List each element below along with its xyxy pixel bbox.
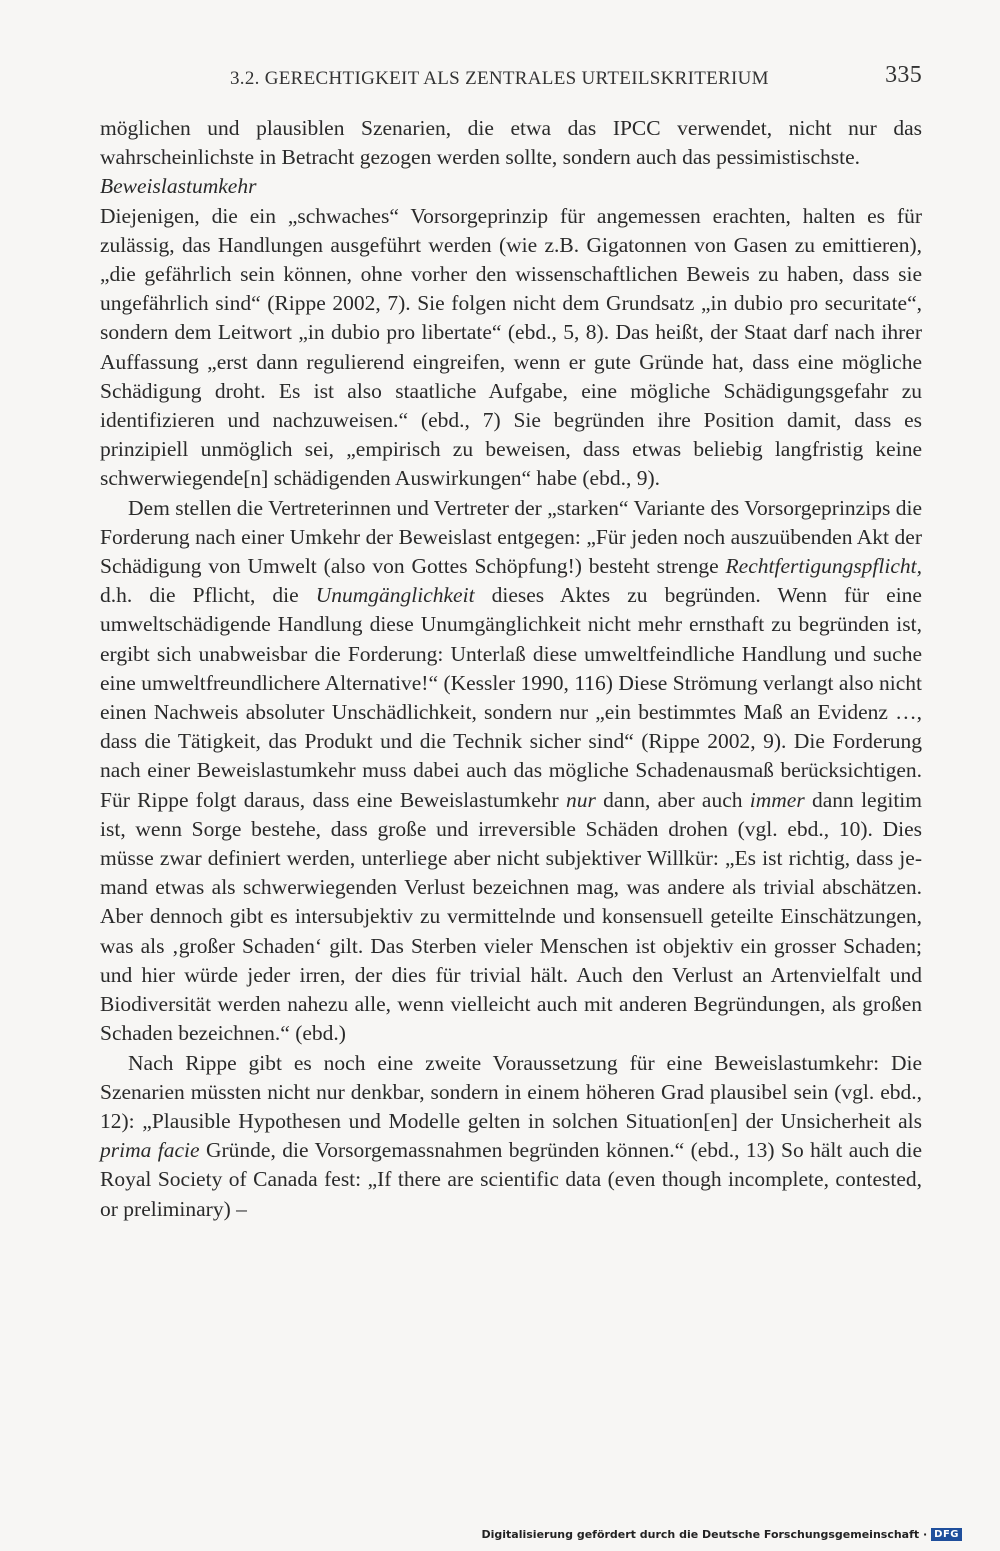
emphasis: Rechtfertigungspflicht, [725,554,922,579]
text-run: d.h. die Pflicht, die [100,583,316,608]
emphasis: prima facie [100,1138,200,1163]
emphasis: Unumgänglichkeit [315,583,475,608]
page-number: 335 [885,62,922,88]
emphasis: nur [566,787,596,812]
text-run: dann legitim ist, wenn Sorge bestehe, dass große und irreversible Schäden drohen (vgl. ebd., 10). Dies müsse zwar definiert werden, unterliege aber nicht subjektiver Willkür: „Es ist richtig, dass jemand etwas als schwerwiegenden Verlust bezeichnen mag, was andere als trivial abschätzen. Aber dennoch gibt es intersubjektiv zu vermittelnde und konsensuell geteilte Einschätzungen, was als ‚großer Schaden‘ gilt. Das Sterben vieler Menschen ist objektiv ein grosser Schaden; und hier würde jeder irren, der dies für trivial hält. Auch den Verlust an Artenvielfalt und Biodiversität werden nahezu alle, wenn vielleicht auch mit anderen Begründungen, als großen Schaden bezeichnen.“ (ebd.) [100,787,922,1046]
paragraph: möglichen und plausiblen Szenarien, die etwa das IPCC verwendet, nicht nur das wahrscheinlichste in Betracht gezogen werden sollte, sondern auch das pessimistischste. [100,116,922,170]
text-run: Gründe, die Vorsorgemassnahmen begründen können.“ (ebd., 13) So hält auch die Royal Society of Canada fest: „If there are scientific data (even though incomplete, contested, or preliminary) – [100,1138,922,1221]
page-header [100,62,922,96]
digitization-note-text: Digitalisierung gefördert durch die Deutsche Forschungsgemeinschaft · [481,1528,928,1541]
text-run: dann, aber auch [595,787,750,812]
paragraph [100,1049,922,1224]
text-run: Nach Rippe gibt es noch eine zweite Voraussetzung für eine Beweislastumkehr: Die Szenarien müssten nicht nur denkbar, sondern in einem höheren Grad plausibel sein (vgl. ebd., 12): „Plausible Hypothesen und Modelle gelten in solchen Situation[en] der Unsicherheit als [100,1050,922,1133]
body-text [100,114,922,1224]
running-head: 3.2. GERECHTIGKEIT ALS ZENTRALES URTEILSKRITERIUM [230,68,769,89]
text-run: dieses Aktes zu begründen. Wenn für eine umweltschädigende Handlung diese Unumgänglichkeit nicht mehr ernsthaft zu begründen ist, ergibt sich unabweisbar die Forderung: Unterlaß diese umweltfeindliche Handlung und suche eine umweltfreundlichere Alternative!“ (Kessler 1990, 116) Diese Strömung verlangt also nicht einen Nachweis absoluter Unschädlichkeit, sondern nur „ein bestimmtes Maß an Evidenz …, dass die Tätigkeit, das Produkt und die Technik sicher sind“ (Rippe 2002, 9). Die Forderung nach einer Beweislastumkehr muss dabei auch das mögliche Schadenausmaß berücksichtigen. Für Rippe folgt daraus, dass eine Beweislastumkehr [100,583,922,812]
text-run: Dem stellen die Vertreterinnen und Vertreter der „starken“ Variante des Vorsorgeprinzips die Forderung nach einer Umkehr der Beweislast entgegen: „Für jeden noch auszuübenden Akt der Schädigung von Umwelt (also von Gottes Schöpfung!) besteht strenge [100,495,922,579]
emphasis: immer [749,787,805,812]
dfg-logo: DFG [931,1528,962,1541]
paragraph [100,494,922,1049]
digitization-note [481,1528,962,1541]
paragraph: Diejenigen, die ein „schwaches“ Vorsorgeprinzip für angemessen erachten, halten es für zulässig, das Handlungen ausgeführt werden (wie z.B. Gigatonnen von Gasen zu emittieren), „die gefährlich sein können, ohne vorher den wissenschaftlichen Beweis zu haben, dass sie ungefährlich sind“ (Rippe 2002, 7). Sie folgen nicht dem Grundsatz „in dubio pro securitate“, sondern dem Leitwort „in dubio pro libertate“ (ebd., 5, 8). Das heißt, der Staat darf nach ihrer Auffassung „erst dann regulierend eingreifen, wenn er gute Gründe hat, dass eine mögliche Schädigung droht. Es ist also staatliche Aufgabe, eine mögliche Schädigungsgefahr zu identifizieren und nachzuweisen.“ (ebd., 7) Sie begründen ihre Position damit, dass es prinzipiell unmöglich sei, „empirisch zu beweisen, dass etwas beliebig langfristig keine schwerwiegende[n] schädigenden Auswirkungen“ habe (ebd., 9). [100,203,922,491]
section-heading: Beweislastumkehr [100,174,257,199]
